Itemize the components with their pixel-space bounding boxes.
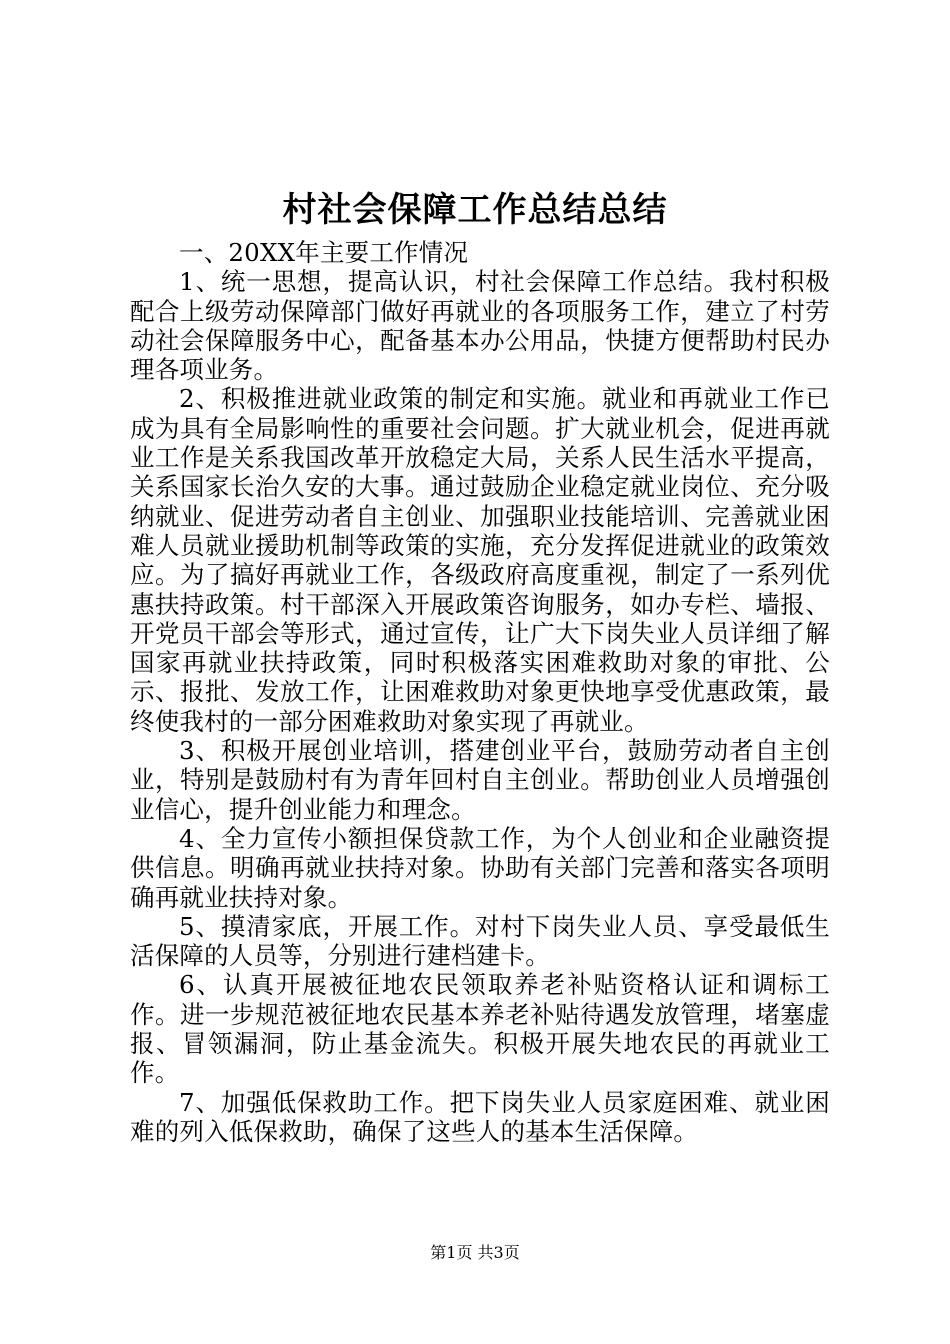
page-number-footer: 第1页 共3页 — [430, 1243, 520, 1262]
paragraph-item-2: 2、积极推进就业政策的制定和实施。就业和再就业工作已成为具有全局影响性的重要社会问题。扩大就业机会，促进再就业工作是关系我国改革开放稳定大局，关系人民生活水平提高，关系国家长治久安的大事。通过鼓励企业稳定就业岗位、充分吸纳就业、促进劳动者自主创业、加强职业技能培训、完善就业困难人员就业援助机制等政策的实施，充分发挥促进就业的政策效应。为了搞好再就业工作，各级政府高度重视，制定了一系列优惠扶持政策。村干部深入开展政策咨询服务，如办专栏、墙报、开党员干部会等形式，通过宣传，让广大下岗失业人员详细了解国家再就业扶持政策，同时积极落实困难救助对象的审批、公示、报批、发放工作，让困难救助对象更快地享受优惠政策，最终使我村的一部分困难救助对象实现了再就业。 — [130, 384, 830, 736]
paragraph-item-1: 1、统一思想，提高认识，村社会保障工作总结。我村积极配合上级劳动保障部门做好再就业的各项服务工作，建立了村劳动社会保障服务中心，配备基本办公用品，快捷方便帮助村民办理各项业务。 — [130, 267, 830, 385]
paragraph-item-7: 7、加强低保救助工作。把下岗失业人员家庭困难、就业困难的列入低保救助，确保了这些人的基本生活保障。 — [130, 1087, 830, 1146]
paragraph-item-3: 3、积极开展创业培训，搭建创业平台，鼓励劳动者自主创业，特别是鼓励村有为青年回村自主创业。帮助创业人员增强创业信心，提升创业能力和理念。 — [130, 736, 830, 824]
section-heading: 一、20XX年主要工作情况 — [179, 238, 469, 267]
document-body — [130, 238, 830, 1146]
document-title: 村社会保障工作总结总结 — [282, 190, 668, 230]
paragraph-item-6: 6、认真开展被征地农民领取养老补贴资格认证和调标工作。进一步规范被征地农民基本养老补贴待遇发放管理，堵塞虚报、冒领漏洞，防止基金流失。积极开展失地农民的再就业工作。 — [130, 970, 830, 1088]
paragraph-item-5: 5、摸清家底，开展工作。对村下岗失业人员、享受最低生活保障的人员等，分别进行建档建卡。 — [130, 911, 830, 971]
paragraph-item-4: 4、全力宣传小额担保贷款工作，为个人创业和企业融资提供信息。明确再就业扶持对象。协助有关部门完善和落实各项明确再就业扶持对象。 — [130, 823, 830, 912]
